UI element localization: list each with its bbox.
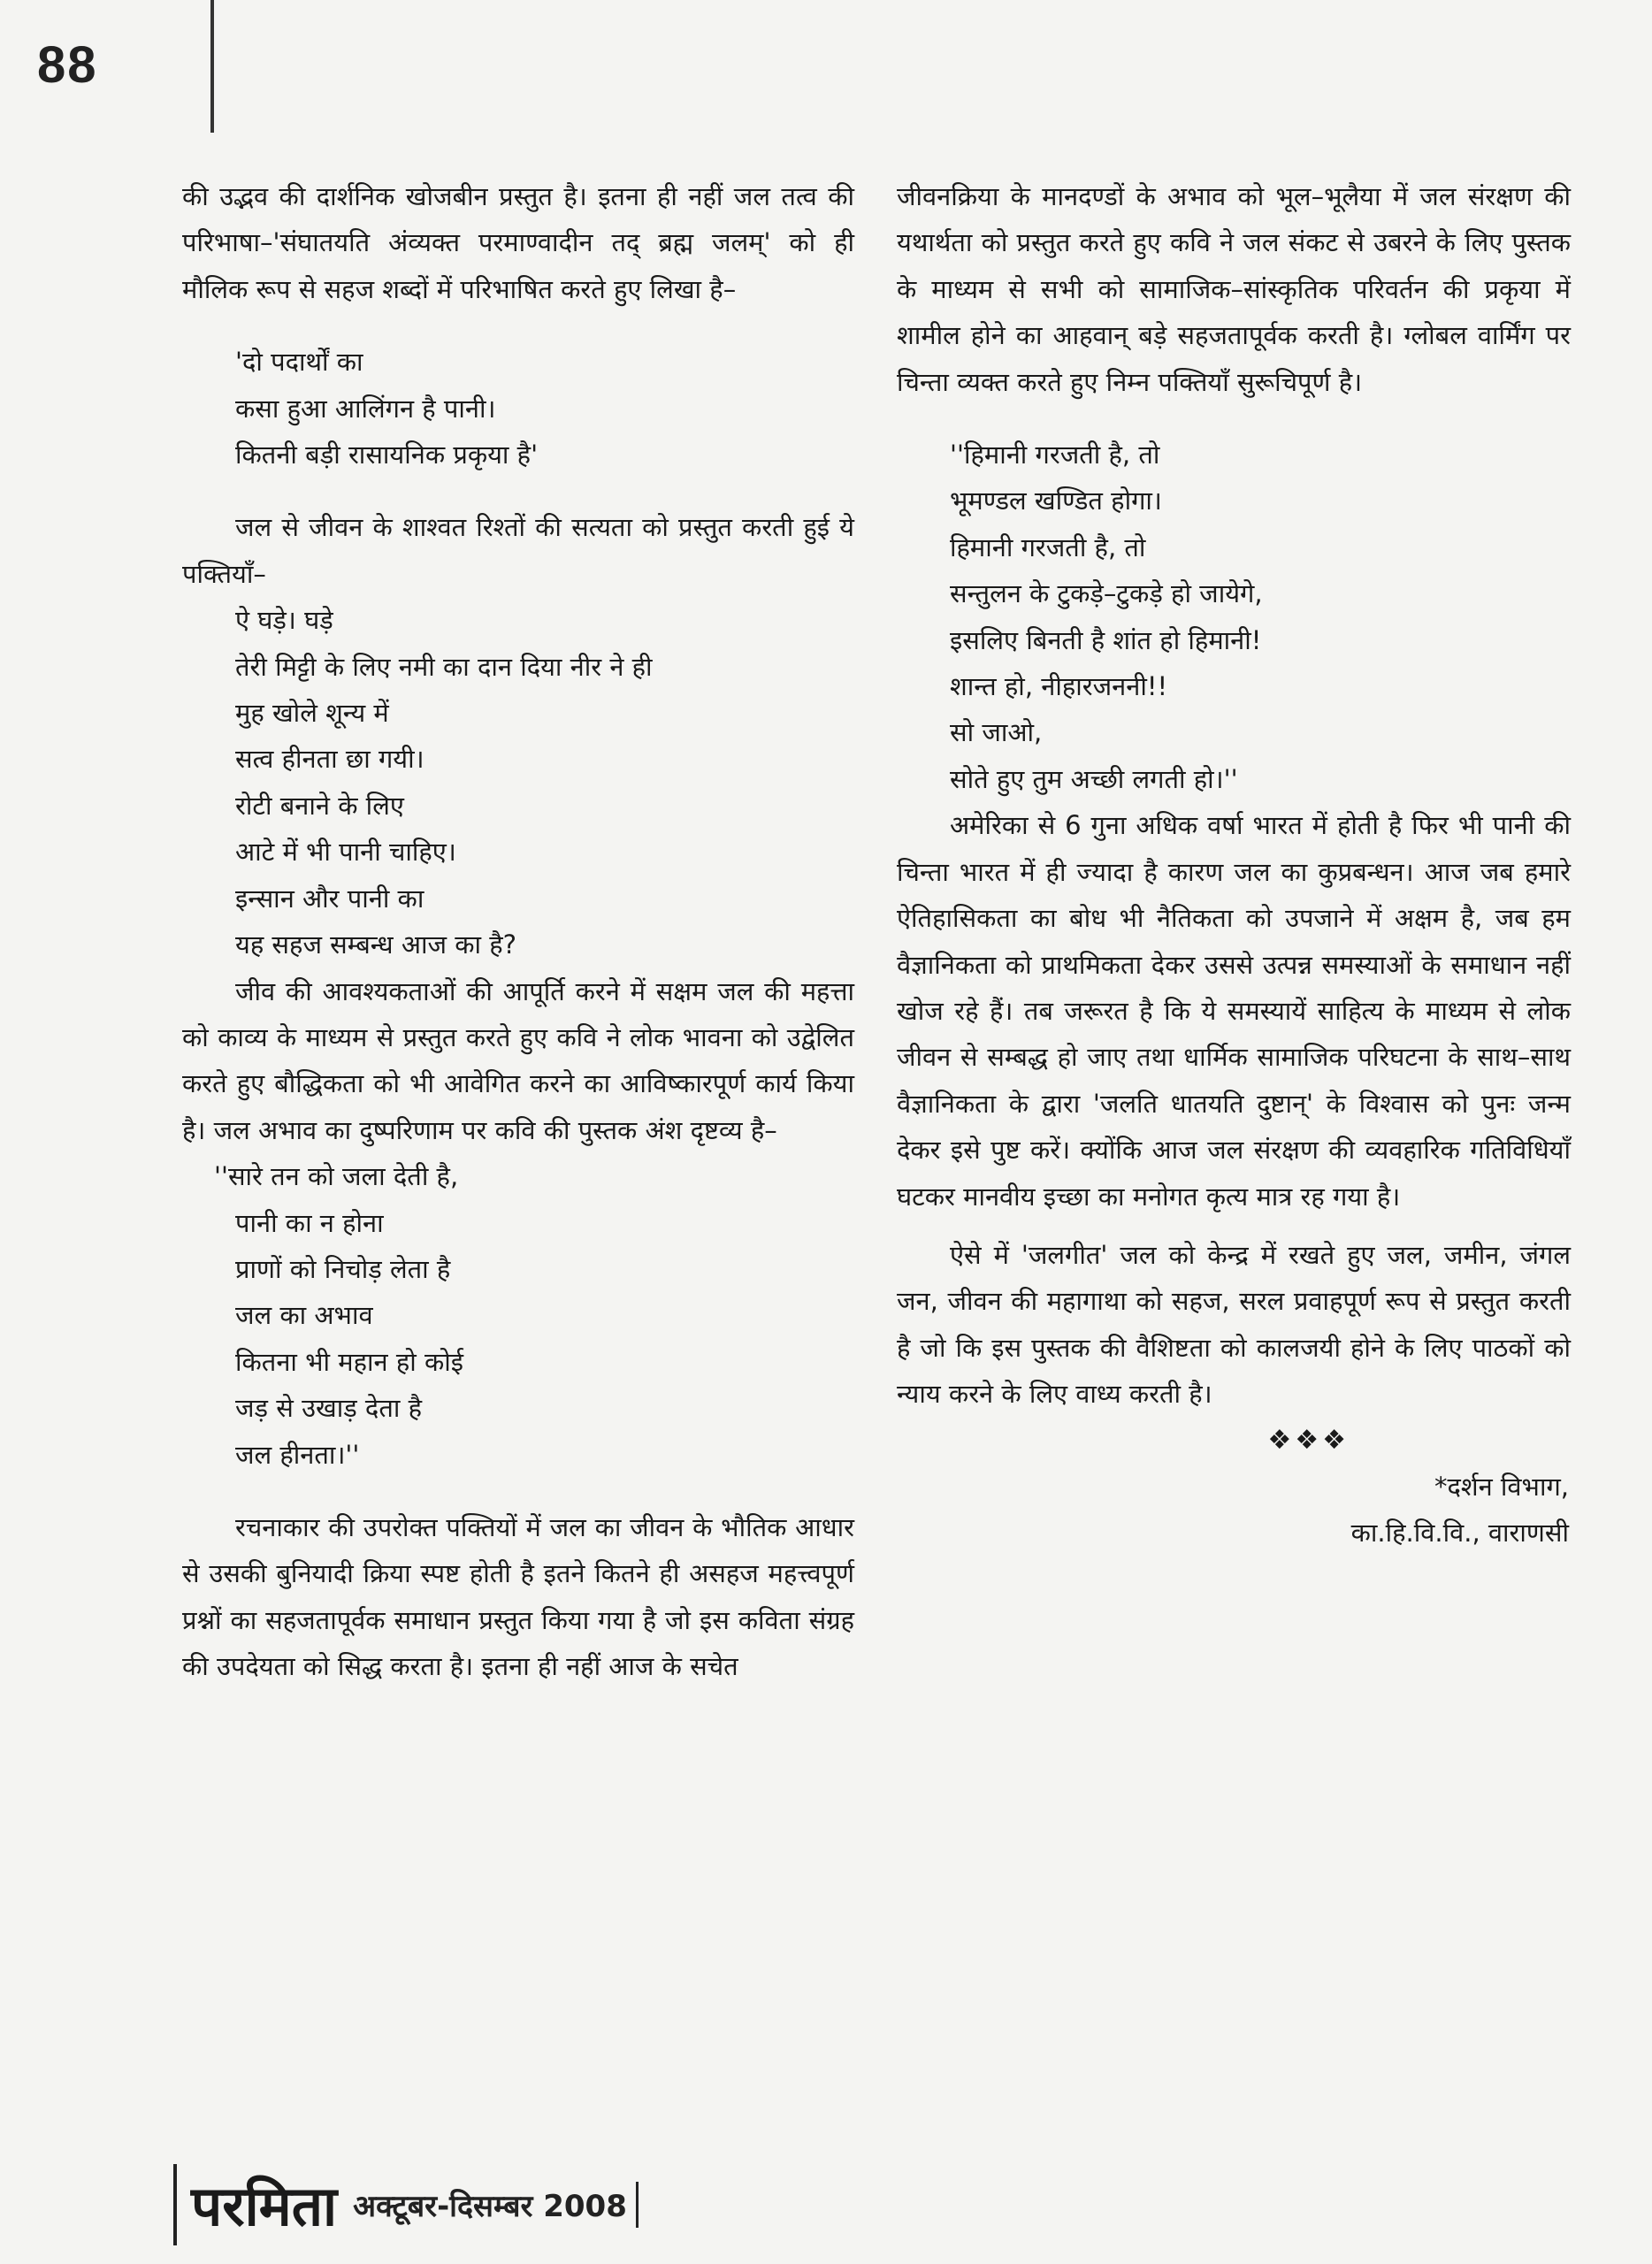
verse-line: इसलिए बिनती है शांत हो हिमानी! [950,624,1262,655]
page-footer [173,2165,639,2245]
left-verse-2 [182,597,854,968]
verse-line: यह सहज सम्बन्ध आज का है? [235,929,517,960]
top-divider [210,0,214,133]
verse-line: शान्त हो, नीहारजननी!! [950,671,1168,702]
left-para-3: जीव की आवश्यकताओं की आपूर्ति करने में सक्षम जल की महत्ता को काव्य के माध्यम से प्रस्तुत करते हुए कवि ने लोक भावना को उद्वेलित करते हुए बौद्धिकता को भी आवेगित करने का आविष्कारपूर्ण कार्य किया है। जल अभाव का दुष्परिणाम पर कवि की पुस्तक अंश दृष्टव्य है– [182,975,854,1145]
issue-date: अक्टूबर-दिसम्बर 2008 [353,2189,627,2224]
verse-line: हिमानी गरजती है, तो [950,532,1146,562]
right-verse-1 [897,432,1571,802]
verse-line: ''हिमानी गरजती है, तो [950,440,1160,470]
left-para-4: रचनाकार की उपरोक्त पक्तियों में जल का जीवन के भौतिक आधार से उसकी बुनियादी क्रिया स्पष्ट होती है इतने कितने ही असहज महत्त्वपूर्ण प्रश्नों का सहजतापूर्वक समाधान प्रस्तुत किया गया है जो इस कविता संग्रह की उपदेयता को सिद्ध करता है। इतना ही नहीं आज के सचेत [182,1511,854,1682]
verse-line: पानी का न होना [235,1207,384,1238]
verse-line: सो जाओ, [950,717,1043,748]
author-affiliation-line2: का.हि.वि.वि., वाराणसी [1350,1518,1569,1549]
verse-line: आटे में भी पानी चाहिए। [235,837,456,868]
author-affiliation-line1: *दर्शन विभाग, [1434,1471,1569,1502]
left-para-2: जल से जीवन के शाश्वत रिश्तों की सत्यता को प्रस्तुत करती हुई ये पक्तियाँ– [182,512,854,589]
left-column [182,173,854,1690]
verse-line: मुह खोले शून्य में [235,698,389,729]
verse-line: कितना भी महान हो कोई [235,1346,463,1377]
left-verse-3 [182,1153,854,1478]
footer-divider-end [636,2182,639,2228]
left-verse-1 [182,339,854,478]
right-column [897,173,1571,1556]
verse-line: तेरी मिट्टी के लिए नमी का दान दिया नीर ने ही [235,651,653,682]
verse-line: सोते हुए तुम अच्छी लगती हो।'' [950,763,1238,794]
verse-line: सत्व हीनता छा गयी। [235,744,424,775]
verse-line: ''सारे तन को जला देती है, [214,1161,459,1192]
verse-line: रोटी बनाने के लिए [235,790,404,821]
section-end-ornament: ❖❖❖ [1267,1424,1350,1456]
right-para-3: ऐसे में 'जलगीत' जल को केन्द्र में रखते हुए जल, जमीन, जंगल जन, जीवन की महागाथा को सहज, सरल प्रवाहपूर्ण रूप से प्रस्तुत करती है जो कि इस पुस्तक की वैशिष्टता को कालजयी होने के लिए पाठकों को न्याय करने के लिए वाध्य करती है। [897,1239,1571,1410]
verse-line: ऐ घड़े। घड़े [235,605,333,636]
verse-line: जल हीनता।'' [235,1439,360,1470]
verse-line: 'दो पदार्थों का [235,347,363,378]
verse-line: प्राणों को निचोड़ लेता है [235,1253,451,1284]
verse-line: भूमण्डल खण्डित होगा। [950,486,1162,516]
verse-line: सन्तुलन के टुकड़े–टुकड़े हो जायेगे, [950,578,1263,609]
left-para-1: की उद्भव की दार्शनिक खोजबीन प्रस्तुत है। इतना ही नहीं जल तत्व की परिभाषा–'संघातयति अंव्यक्त परमाण्वादीन तद् ब्रह्म जलम्' को ही मौलिक रूप से सहज शब्दों में परिभाषित करते हुए लिखा है– [182,181,854,304]
verse-line: कितनी बड़ी रासायनिक प्रकृया है' [235,440,539,470]
right-para-1: जीवनक्रिया के मानदण्डों के अभाव को भूल–भूलैया में जल संरक्षण की यथार्थता को प्रस्तुत करते हुए कवि ने जल संकट से उबरने के लिए पुस्तक के माध्यम से सभी को सामाजिक–सांस्कृतिक परिवर्तन की प्रकृया में शामील होने का आहवान् बड़े सहजतापूर्वक करती है। ग्लोबल वार्मिंग पर चिन्ता व्यक्त करते हुए निम्न पक्तियाँ सुरूचिपूर्ण है। [897,181,1571,397]
verse-line: जल का अभाव [235,1300,373,1331]
verse-line: इन्सान और पानी का [235,883,424,914]
footer-divider [173,2164,177,2245]
verse-line: जड़ से उखाड़ देता है [235,1393,422,1424]
verse-line: कसा हुआ आलिंगन है पानी। [235,393,496,424]
page-number: 88 [37,36,98,94]
right-para-2: अमेरिका से 6 गुना अधिक वर्षा भारत में होती है फिर भी पानी की चिन्ता भारत में ही ज्यादा है कारण जल का कुप्रबन्धन। आज जब हमारे ऐतिहासिकता का बोध भी नैतिकता को उपजाने में अक्षम है, जब हम वैज्ञानिकता को प्राथमिकता देकर उससे उत्पन्न समस्याओं के समाधान नहीं खोज रहे हैं। तब जरूरत है कि ये समस्यायें साहित्य के माध्यम से लोक जीवन से सम्बद्ध हो जाए तथा धार्मिक सामाजिक परिघटना के साथ–साथ वैज्ञानिकता के द्वारा 'जलति धातयति दुष्टान्' के विश्वास को पुनः जन्म देकर इसे पुष्ट करें। क्योंकि आज जल संरक्षण की व्यवहारिक गतिविधियाँ घटकर मानवीय इच्छा का मनोगत कृत्य मात्र रह गया है। [897,810,1571,1212]
magazine-title: परमिता [191,2174,338,2238]
